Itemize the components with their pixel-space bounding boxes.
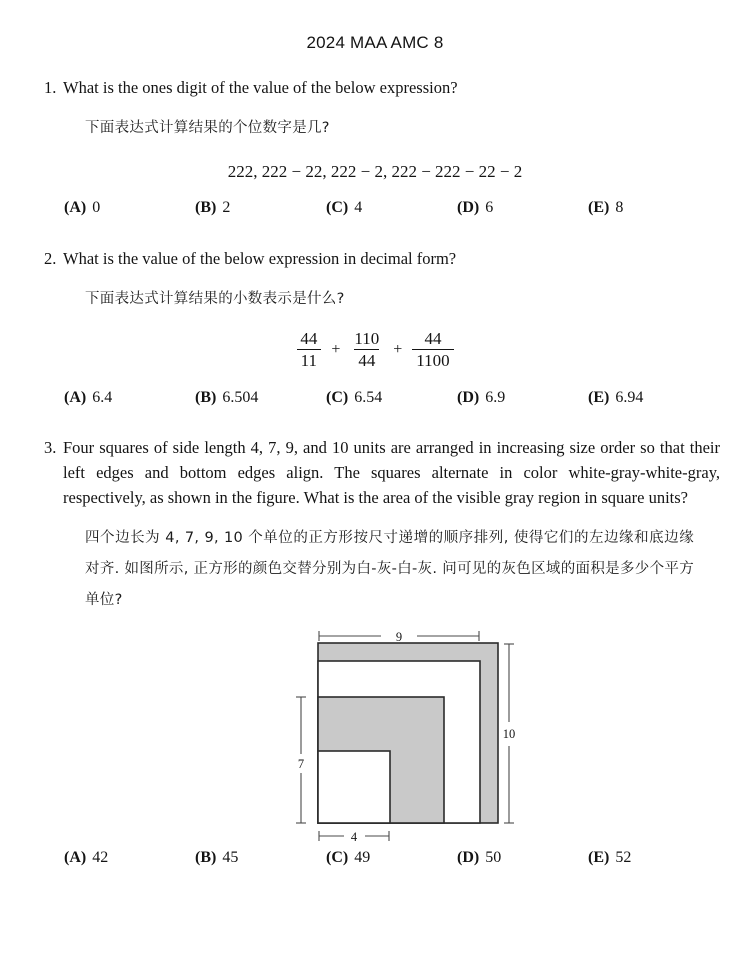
problem-2-number: 2. — [44, 249, 57, 268]
fraction-2-denominator: 44 — [354, 349, 379, 370]
choice-d-label: (D) — [457, 389, 480, 407]
problem-1-statement-en: What is the ones digit of the value of the below expression? — [63, 78, 458, 97]
problem-3-figure — [0, 628, 750, 843]
problem-2-choices — [0, 389, 750, 407]
choice-a-label: (A) — [64, 389, 87, 407]
choice-b-value: 2 — [222, 199, 231, 216]
choice-d-value: 50 — [485, 849, 502, 867]
problem-2-statement-zh: 下面表达式计算结果的小数表示是什么? — [85, 291, 345, 307]
choice-d-value: 6 — [485, 199, 494, 216]
choice-a-label: (A) — [64, 199, 87, 216]
choice-b-label: (B) — [195, 849, 217, 867]
choice-c[interactable] — [326, 199, 457, 217]
choice-d[interactable] — [457, 389, 588, 407]
fraction-1-denominator: 11 — [297, 349, 321, 370]
square-4-white — [318, 751, 390, 823]
fraction-2-numerator: 110 — [354, 329, 380, 348]
fraction-1-numerator: 44 — [300, 329, 318, 348]
choice-e-label: (E) — [588, 199, 610, 216]
problem-1-statement-zh: 下面表达式计算结果的个位数字是几? — [85, 120, 330, 136]
choice-e-label: (E) — [588, 849, 610, 867]
problem-1 — [0, 75, 750, 144]
problem-3-statement-zh: 四个边长为 4, 7, 9, 10 个单位的正方形按尺寸递增的顺序排列, 使得它们的左边缘和底边缘对齐. 如图所示, 正方形的颜色交替分别为白-灰-白-灰. 问可见的灰色区域的面积是多少个平方单位? — [85, 530, 694, 609]
problem-1-number: 1. — [44, 78, 57, 97]
choice-a[interactable] — [64, 199, 195, 217]
problem-1-expression: 222, 222 − 22, 222 − 2, 222 − 222 − 22 − 2 — [227, 162, 523, 181]
choice-e-value: 8 — [615, 199, 624, 216]
choice-b[interactable] — [195, 389, 326, 407]
choice-b[interactable] — [195, 849, 326, 867]
choice-c-label: (C) — [326, 849, 349, 867]
choice-c-label: (C) — [326, 389, 349, 407]
page-title: 2024 MAA AMC 8 — [306, 33, 444, 52]
choice-a[interactable] — [64, 389, 195, 407]
choice-b[interactable] — [195, 199, 326, 217]
choice-e[interactable] — [588, 199, 719, 217]
choice-a-value: 0 — [92, 199, 101, 216]
fraction-2 — [350, 329, 383, 370]
plus-operator-2: + — [393, 340, 403, 358]
problem-2 — [0, 246, 750, 315]
dimension-label-right: 10 — [502, 727, 515, 742]
choice-a-value: 42 — [92, 849, 109, 867]
choice-c-value: 4 — [354, 199, 363, 216]
choice-a[interactable] — [64, 849, 195, 867]
choice-e[interactable] — [588, 849, 719, 867]
choice-b-value: 45 — [222, 849, 239, 867]
choice-c-label: (C) — [326, 199, 349, 216]
problem-2-expression — [0, 329, 750, 370]
choice-d-label: (D) — [457, 199, 480, 216]
choice-c[interactable] — [326, 849, 457, 867]
choice-d[interactable] — [457, 199, 588, 217]
fraction-3-numerator: 44 — [424, 329, 442, 348]
dimension-label-left: 7 — [297, 757, 305, 772]
problem-3 — [0, 435, 750, 616]
choice-e[interactable] — [588, 389, 719, 407]
choice-d[interactable] — [457, 849, 588, 867]
nested-squares-diagram — [285, 628, 515, 843]
choice-a-value: 6.4 — [92, 389, 113, 407]
choice-e-value: 6.94 — [615, 389, 644, 407]
choice-b-label: (B) — [195, 199, 217, 216]
choice-c-value: 6.54 — [354, 389, 383, 407]
fraction-3 — [412, 329, 453, 370]
dimension-label-top: 9 — [395, 630, 403, 645]
problem-3-statement-en: Four squares of side length 4, 7, 9, and 10 units are arranged in increasing size order so that their left edges and bottom edges align. The squares alternate in color white-gray-white-gray, respectively, as shown in the figure. What is the area of the visible gray region in square units? — [63, 438, 720, 508]
choice-a-label: (A) — [64, 849, 87, 867]
choice-e-value: 52 — [615, 849, 632, 867]
problem-3-choices — [0, 849, 750, 867]
choice-e-label: (E) — [588, 389, 610, 407]
problem-1-choices — [0, 199, 750, 217]
choice-c[interactable] — [326, 389, 457, 407]
choice-d-value: 6.9 — [485, 389, 506, 407]
choice-c-value: 49 — [354, 849, 371, 867]
fraction-1 — [296, 329, 321, 370]
plus-operator-1: + — [331, 340, 341, 358]
choice-b-value: 6.504 — [222, 389, 259, 407]
dimension-label-bottom: 4 — [350, 830, 358, 844]
choice-b-label: (B) — [195, 389, 217, 407]
choice-d-label: (D) — [457, 849, 480, 867]
problem-3-number: 3. — [44, 438, 57, 458]
fraction-3-denominator: 1100 — [412, 349, 453, 370]
problem-2-statement-en: What is the value of the below expression in decimal form? — [63, 249, 457, 268]
